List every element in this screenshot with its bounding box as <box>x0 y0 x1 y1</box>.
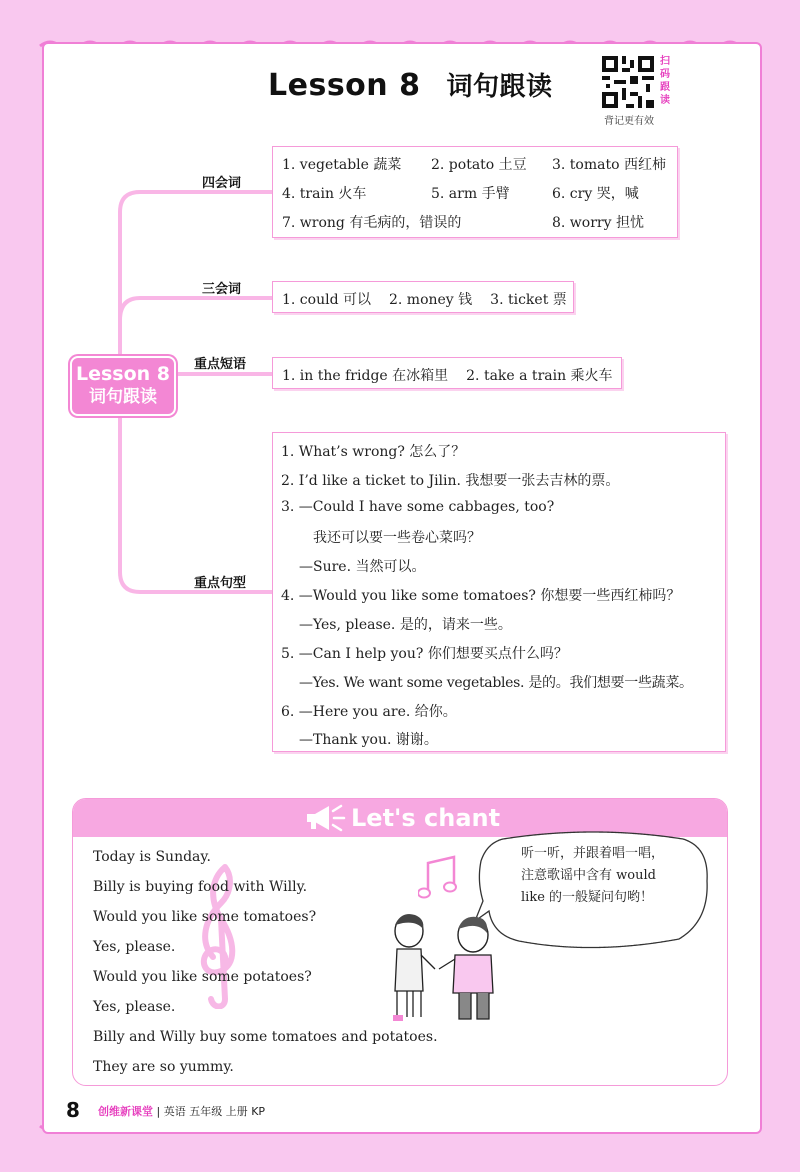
chant-line: Would you like some tomatoes? <box>93 909 317 925</box>
qr-code-icon[interactable] <box>602 56 654 108</box>
word-item: 3. ticket 票 <box>490 292 567 308</box>
word-item: 2. money 钱 <box>388 292 473 308</box>
sentence-line: —Sure. 当然可以。 <box>299 559 426 575</box>
page-number: 8 <box>66 1098 80 1122</box>
bubble-line: 听一听，并跟着唱一唱， <box>521 846 665 861</box>
qr-label: 扫码跟读 <box>660 56 670 106</box>
page-title <box>268 66 552 103</box>
word-item: 5. arm 手臂 <box>431 186 510 202</box>
word-item: 1. vegetable 蔬菜 <box>282 157 402 173</box>
sentence-line: 6. —Here you are. 给你。 <box>281 704 457 720</box>
sentences-box <box>272 432 726 752</box>
branch-label-phrases: 重点短语 <box>194 357 247 372</box>
chant-line: They are so yummy. <box>93 1059 234 1075</box>
bubble-line: like 的一般疑问句哟！ <box>521 890 654 905</box>
chant-section <box>72 798 728 1086</box>
chant-line: Yes, please. <box>93 999 176 1015</box>
branch-label-three-skill: 三会词 <box>202 282 242 297</box>
title-english: Lesson 8 <box>268 68 421 103</box>
sentence-line: 2. I’d like a ticket to Jilin. 我想要一张去吉林的票。 <box>281 473 620 489</box>
branch-label-sentences: 重点句型 <box>194 576 247 591</box>
sentence-line: 1. What’s wrong? 怎么了？ <box>281 444 466 460</box>
mindmap-center <box>70 356 176 416</box>
sentence-line: 3. —Could I have some cabbages, too? <box>281 499 555 515</box>
music-notes-icon <box>418 853 460 901</box>
word-item: 1. could 可以 <box>282 292 371 308</box>
word-item: 3. tomato 西红柿 <box>552 157 666 173</box>
three-skill-words-box <box>272 281 574 313</box>
chant-line: Billy is buying food with Willy. <box>93 879 308 895</box>
word-item: 8. worry 担忧 <box>552 215 644 231</box>
chant-title: Let's chant <box>351 804 501 832</box>
four-skill-words-box <box>272 146 678 238</box>
title-chinese: 词句跟读 <box>446 72 553 102</box>
center-line1: Lesson 8 <box>75 363 171 385</box>
chant-line: Today is Sunday. <box>93 849 211 865</box>
chant-line: Billy and Willy buy some tomatoes and potatoes. <box>93 1029 438 1045</box>
phrase-item: 1. in the fridge 在冰箱里 <box>282 368 449 384</box>
two-boys-illustration <box>373 909 513 1029</box>
megaphone-icon <box>303 803 347 833</box>
chant-line: Yes, please. <box>93 939 176 955</box>
phrases-box <box>272 357 622 389</box>
sentence-line: —Yes, please. 是的，请来一些。 <box>299 617 512 633</box>
word-item: 2. potato 土豆 <box>431 157 527 173</box>
sentence-line: 我还可以要一些卷心菜吗？ <box>313 530 481 546</box>
sentence-line: 5. —Can I help you? 你们想要买点什么吗？ <box>281 646 568 662</box>
sentence-line: 4. —Would you like some tomatoes? 你想要一些西红柿吗？ <box>281 588 681 604</box>
chant-line: Would you like some potatoes? <box>93 969 312 985</box>
word-item: 7. wrong 有毛病的，错误的 <box>282 215 462 231</box>
footer-brand: 创维新课堂 <box>98 1105 153 1118</box>
branch-label-four-skill: 四会词 <box>202 176 242 191</box>
word-item: 6. cry 哭，喊 <box>552 186 639 202</box>
qr-caption: 背记更有效 <box>604 116 654 127</box>
word-item: 4. train 火车 <box>282 186 367 202</box>
footer-details: | 英语 五年级 上册 KP <box>156 1105 266 1118</box>
bubble-line: 注意歌谣中含有 would <box>521 868 656 883</box>
footer-info <box>98 1103 265 1119</box>
center-line2: 词句跟读 <box>89 387 157 407</box>
sentence-line: —Yes. We want some vegetables. 是的。我们想要一些蔬菜。 <box>299 675 693 691</box>
speech-bubble-text <box>521 843 701 909</box>
sentence-line: —Thank you. 谢谢。 <box>299 732 438 748</box>
phrase-item: 2. take a train 乘火车 <box>466 368 613 384</box>
